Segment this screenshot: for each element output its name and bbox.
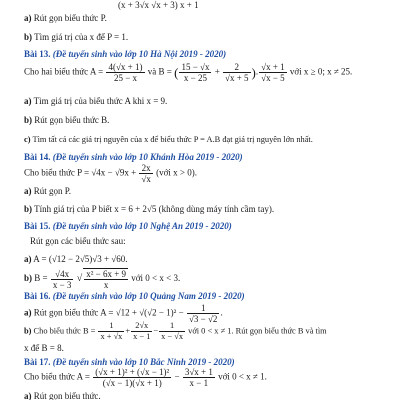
problem-13-statement: Cho hai biểu thức A = $\frac{4(√x + 1)}{25 - x}$ và B = ( $\frac{15 - √x}{x - 25}$ + $\frac{2}{√x + 5}$ ). $\frac{√x + 1}{√x - 5}$ với x ≥ 0; x ≠ 25. [24,62,353,83]
item-a: a) Rút gọn biểu thức P. [24,13,107,23]
problem-13-a: a) Tìm giá trị của biểu thức A khi x = 9. [24,96,168,106]
problem-14-statement: Cho biểu thức P = √4x − √9x + $\frac{2x}{√x}$ (với x > 0). [24,163,197,184]
problem-17-title: Bài 17. (Đề tuyển sinh vào lớp 10 Bắc Ninh 2019 - 2020) [24,357,235,367]
problem-15-intro: Rút gọn các biểu thức sau: [30,236,126,246]
problem-17-a: a) Rút gọn biểu thức. [24,391,101,400]
item-b: b) Tìm giá trị của x để P = 1. [24,32,129,42]
problem-16-a: a) Rút gọn biểu thức A = √12 + √(√2 − 1)² − $\frac{1}{√3 - √2}$ . [24,303,223,324]
problem-16-b: b) Cho biểu thức B = $\frac{1}{x + √x}$ + $\frac{2√x}{x - 1}$ − $\frac{1}{x - √x}$ với 0 < x ≠ 1. Rút gọn biểu thức B và tìm [24,321,327,341]
problem-15-a: a) A = (√12 − 2√5)√3 + √60. [24,254,128,264]
problem-16-title: Bài 16. (Đề tuyển sinh vào lớp 10 Quảng Nam 2019 - 2020) [24,291,245,301]
problem-15-b: b) B = $\frac{√4x}{x - 3}$ √ $\frac{\text{x² − 6x + 9}}{x}$ với 0 < x < 3. [24,268,181,290]
problem-16-b-cont: x để B = 8. [24,343,64,353]
problem-14-a: a) Rút gọn P. [24,186,72,196]
problem-14-title: Bài 14. (Đề tuyển sinh vào lớp 10 Khánh Hòa 2019 - 2020) [24,152,243,162]
problem-13-b: b) Rút gọn biểu thức B. [24,115,110,125]
problem-13-title: Bài 13. (Đề tuyển sinh vào lớp 10 Hà Nội 2019 - 2020) [24,49,227,59]
partial-expression: (x + 3√x √x + 3) x + 1 [118,0,199,10]
problem-14-b: b) Tính giá trị của P biết x = 6 + 2√5 (không dùng máy tính cầm tay). [24,204,275,214]
problem-17-statement: Cho biểu thức A = $\frac{\text{(√x + 1)² + (√x − 1)²}}{(√x - 1)(√x + 1)}$ − $\frac{3√x + 1}{x - 1}$ với 0 < x ≠ 1. [24,367,267,388]
problem-15-title: Bài 15. (Đề tuyển sinh vào lớp 10 Nghệ An 2019 - 2020) [24,221,232,231]
problem-13-c: c) Tìm tất cả các giá trị nguyên của x để biểu thức P = A.B đạt giá trị nguyên lớn nhất. [24,135,313,144]
